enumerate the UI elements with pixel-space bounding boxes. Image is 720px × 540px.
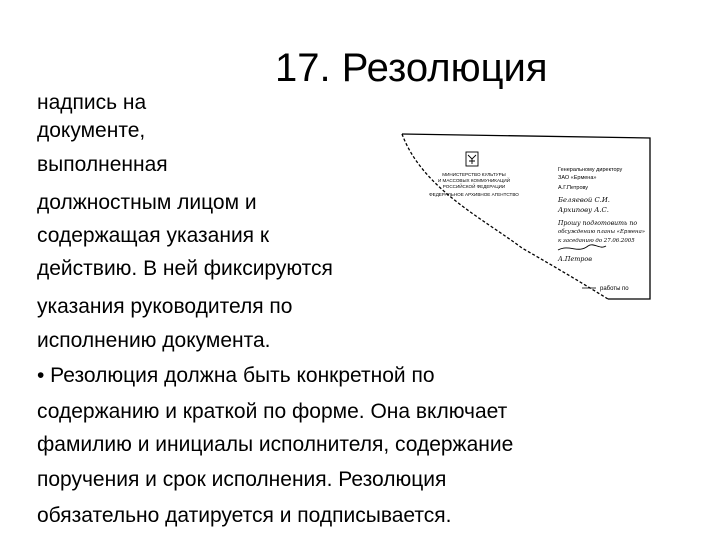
slide-title: 17. Резолюция (275, 46, 548, 90)
body-line: документе, (37, 119, 146, 142)
body-line: указания руководителя по (37, 295, 293, 318)
doc-addressee-line: ЗАО «Ермена» (558, 175, 597, 181)
body-line: поручения и срок исполнения. Резолюция (37, 468, 447, 491)
doc-body-fragment: работы по (600, 286, 629, 292)
body-line: содержанию и краткой по форме. Она включает (37, 400, 508, 423)
resolution-line: Прошу подготовить по (558, 220, 638, 227)
doc-header-line: И МАССОВЫХ КОММУНИКАЦИЙ (437, 178, 511, 183)
resolution-line: Беляевой С.И. (558, 196, 610, 204)
body-line: обязательно датируется и подписывается. (37, 504, 452, 527)
resolution-line: обсуждению планы «Ермена» (558, 229, 646, 235)
body-line: выполненная (37, 153, 168, 176)
document-resolution-image (392, 128, 654, 304)
body-line: действию. В ней фиксируются (37, 257, 333, 280)
bullet-line: • Резолюция должна быть конкретной по (37, 364, 435, 387)
body-line: надпись на (37, 91, 147, 114)
emblem-icon (466, 152, 478, 166)
resolution-line: А.Петров (558, 255, 592, 263)
doc-header-line: МИНИСТЕРСТВО КУЛЬТУРЫ (442, 172, 506, 177)
doc-header-line: ФЕДЕРАЛЬНОЕ АРХИВНОЕ АГЕНТСТВО (429, 192, 519, 197)
body-line: исполнению документа. (37, 329, 271, 352)
doc-addressee-line: А.Г.Петрову (558, 185, 589, 191)
body-line: должностным лицом и (37, 191, 257, 214)
doc-header-line: РОССИЙСКОЙ ФЕДЕРАЦИИ (442, 184, 506, 189)
body-line: содержащая указания к (37, 224, 270, 247)
body-line: фамилию и инициалы исполнителя, содержание (37, 433, 514, 456)
resolution-line: Архипову А.С. (558, 206, 609, 214)
doc-addressee-line: Генеральному директору (558, 167, 623, 173)
resolution-line: к заседанию до 27.06.2005 (558, 238, 635, 244)
